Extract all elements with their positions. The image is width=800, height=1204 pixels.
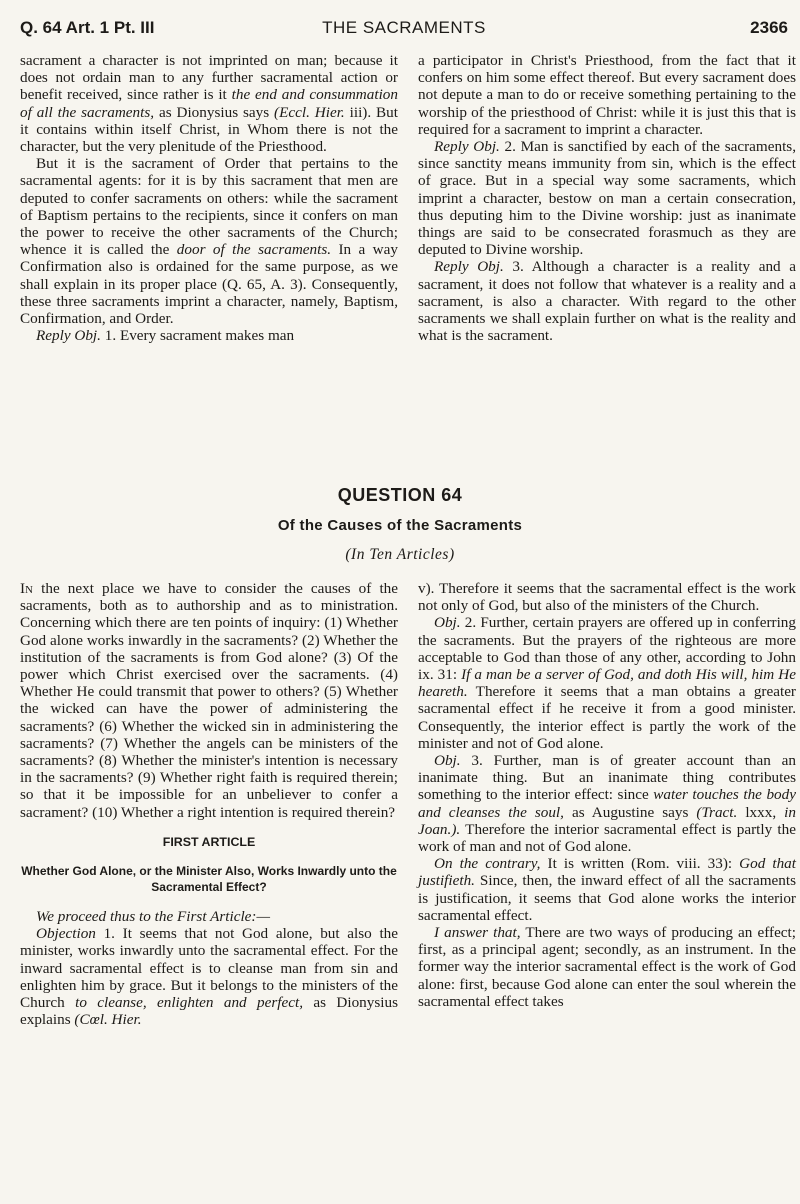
page-number: 2366 (750, 18, 788, 37)
article-heading: FIRST ARTICLE (162, 834, 256, 849)
text: Since, then, the inward effect of all the sacraments is justification, it seems that God alone works the interior sacramental effect. (418, 872, 796, 924)
text: iii). But it contains within itself Christ, in Whom there is not the character, but the very plenitude of the Priesthood. (20, 103, 398, 156)
paragraph: a participator in Christ's Priesthood, from the fact that it confers on him some effect thereof. But every sacrament does not depute a man to do or receive something pertaining to the worship of the priesthood of Christ: while it is just this that is required for a sacrament to imprint a character. (418, 52, 796, 138)
header-reference: Q. 64 Art. 1 Pt. III (20, 18, 155, 37)
contrary-paragraph (418, 855, 796, 924)
italic-text: to cleanse, enlighten and perfect, (75, 994, 303, 1012)
italic-text: the end and consummation of all the sacraments, (20, 86, 398, 121)
text: 1. Every sacrament makes man (100, 327, 295, 345)
italic-text: water touches the body and cleanses the soul, (418, 786, 796, 821)
reply-paragraph (20, 327, 398, 344)
question-articles: (In Ten Articles) (345, 546, 455, 563)
objection-paragraph (418, 752, 796, 855)
italic-text: door of the sacraments. (176, 241, 332, 259)
text: the next place we have to consider the causes of the sacraments, both as to authorship and as to ministration. Concerning which there are ten points of inquiry: (1) Whether God alone works inwardly in the sacraments? (2) Whether the institution of the sacraments is from God alone? (3) Of the power which Christ exercised over the sacraments. (4) Whether He could transmit that power to others? (5) Whether the wicked can have the power of administering the sacraments? (6) Whether the wicked sin in administering the sacraments? (7) Whether the angels can be ministers of the sacraments? (8) Whether the minister's intention is necessary in the sacraments? (9) Whether right faith is required therein; so that it be impossible for an unbeliever to confer a sacrament? (10) Whether a right intention is required therein? (20, 580, 398, 821)
bottom-left-column (20, 580, 398, 1028)
text: Therefore the interior sacramental effect is partly the work of man and not of God alone. (418, 820, 796, 856)
italic-text: Objection (36, 925, 96, 943)
italic-text: (Eccl. Hier. (274, 103, 345, 121)
italic-text: Reply Obj. (434, 138, 500, 156)
answer-paragraph (418, 924, 796, 1010)
text: 3. Although a character is a reality and a sacrament, it does not follow that whatever is a reality and a sacrament, is also a character. With regard to the other sacraments we shall explain further on what is the reality and what is the sacrament. (418, 258, 796, 345)
text: as Augustine says (563, 803, 697, 821)
article-question: Whether God Alone, or the Minister Also, Works Inwardly unto the Sacramental Effect? (21, 864, 397, 894)
italic-text: Obj. (434, 752, 461, 770)
small-caps-text: In (20, 580, 34, 597)
text: sacrament a character is not imprinted on man; because it does not ordain man to any further sacramental action or benefit received, since rather is it (20, 52, 398, 104)
text: lxxx, (737, 803, 785, 821)
paragraph (20, 52, 398, 155)
text: 2. Man is sanctified by each of the sacraments, since sanctity means immunity from sin, which is the effect of grace. But in a special way some sacraments, which imprint a character, bestow on man a certain consecration, thus deputing him to the Divine worship: just as inanimate things are said to be consecrated forasmuch as they are deputed to Divine worship. (418, 138, 797, 259)
top-left-column (20, 52, 398, 344)
paragraph: v). Therefore it seems that the sacramental effect is the work not only of God, but also of the ministers of the Church. (418, 580, 796, 615)
text: 1. It seems that not God alone, but also the minister, works inwardly unto the sacramental effect. For the inward sacramental effect is to cleanse man from sin and enlighten him by grace. But it belongs to the ministers of the Church (20, 925, 398, 1012)
text: There are two ways of producing an effect; first, as a principal agent; secondly, as an instrument. In the former way the interior sacramental effect is the work of God alone: first, because God alone can enter the soul wherein the sacramental effect takes (418, 924, 796, 1010)
italic-text: Reply Obj. (36, 327, 101, 345)
italic-text: On the contrary, (434, 855, 541, 873)
text: 3. Further, man is of greater account than an inanimate thing. But an inanimate thing contributes something to the interior effect: since (418, 752, 796, 804)
italic-text: in Joan.). (418, 803, 796, 838)
question-number: QUESTION 64 (337, 485, 463, 505)
italic-text: (Tract. (696, 803, 738, 821)
italic-text: God that justifieth. (418, 855, 796, 890)
text: In a way Confirmation also is ordained for the same purpose, as we shall explain in its proper place (Q. 65, A. 3). Consequently, these three sacraments imprint a character, namely, Baptism, Confirmation, and Order. (20, 241, 398, 328)
italic-text: (Cœl. Hier. (74, 1011, 142, 1029)
reply-paragraph (418, 258, 796, 344)
text: Therefore it seems that a man obtains a greater sacramental effect if he receive it from a good minister. Consequently, the interior effect is partly the work of the minister and not of God alone. (418, 683, 796, 752)
objection-paragraph (20, 925, 398, 1028)
text: It is written (Rom. viii. 33): (540, 855, 740, 873)
reply-paragraph (418, 138, 796, 258)
text: But it is the sacrament of Order that pertains to the sacramental agents: for it is by this sacrament that men are deputed to confer sacraments on others: while the sacrament of Baptism pertains to the recipients, since it confers on man the power to receive the other sacraments of the Church; whence it is called the (20, 155, 398, 259)
italic-text: If a man be a server of God, and doth His will, him He heareth. (418, 666, 796, 701)
text: 2. Further, certain prayers are offered up in conferring the sacraments. But the prayers of the righteous are more acceptable to God than those of any other, according to John ix. 31: (418, 614, 796, 684)
paragraph (20, 155, 398, 327)
text: as Dionysius says (154, 103, 275, 121)
proceed-line: We proceed thus to the First Article:— (36, 908, 270, 926)
bottom-right-column (418, 580, 796, 1010)
objection-paragraph (418, 614, 796, 752)
italic-text: Obj. (434, 614, 461, 632)
question-title: Of the Causes of the Sacraments (277, 517, 523, 534)
header-title: THE SACRAMENTS (322, 18, 486, 37)
page-header (20, 18, 788, 44)
intro-paragraph (20, 580, 398, 821)
italic-text: Reply Obj. (434, 258, 504, 276)
italic-text: I answer that, (434, 924, 521, 942)
top-right-column (418, 52, 796, 344)
text: as Dionysius explains (20, 994, 398, 1029)
